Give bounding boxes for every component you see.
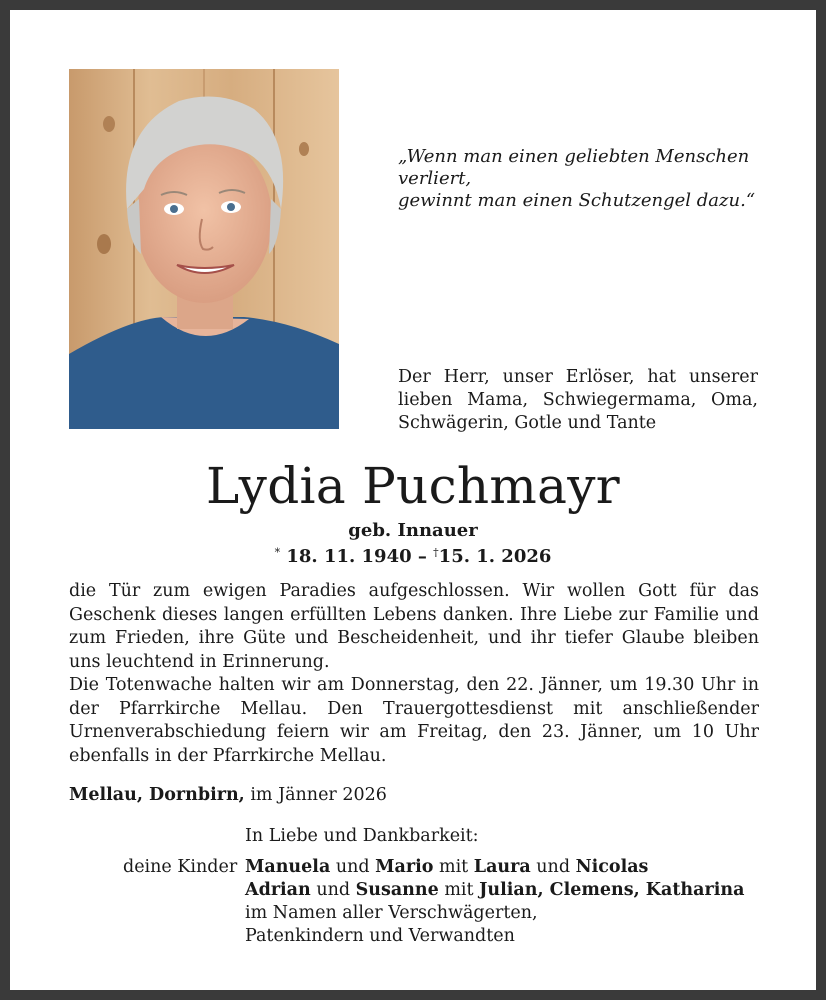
- body-paragraph-1: die Tür zum ewigen Paradies aufgeschlossen. Wir wollen Gott für das Geschenk dieses langen erfüllten Lebens danken. Ihre Liebe zur Familie und zum Frieden, ihre Güte und Bescheidenheit, und ihr tiefer Glaube bleiben uns leuchtend in Erinnerung.: [69, 581, 759, 672]
- mourners-label: deine Kinder: [123, 857, 238, 877]
- mourners-list: [245, 856, 805, 948]
- place-month: im Jänner 2026: [244, 785, 387, 805]
- deceased-name: Lydia Puchmayr: [206, 457, 620, 515]
- connector: und: [330, 857, 376, 877]
- quote-line-2: gewinnt man einen Schutzengel dazu.“: [398, 190, 756, 211]
- child-name: Mario: [375, 857, 434, 877]
- death-symbol: †: [433, 546, 439, 559]
- life-dates: [10, 542, 816, 568]
- mourners-line-3: im Namen aller Verschwägerten,: [245, 903, 538, 923]
- maiden-name: geb. Innauer: [348, 520, 478, 541]
- mourners-line-2: [245, 879, 805, 902]
- connector: und: [310, 880, 356, 900]
- intro-text: Der Herr, unser Erlöser, hat unserer lieben Mama, Schwiegermama, Oma, Schwägerin, Gotle und Tante: [398, 367, 758, 433]
- child-name: Susanne: [355, 880, 439, 900]
- connector: mit: [433, 857, 474, 877]
- birth-date: 18. 11. 1940: [286, 546, 412, 567]
- place-date: [69, 784, 669, 807]
- child-name: Adrian: [245, 880, 311, 900]
- signoff: In Liebe und Dankbarkeit:: [245, 826, 479, 846]
- portrait-photo: [69, 69, 339, 429]
- date-separator: –: [411, 546, 434, 567]
- connector: mit: [438, 880, 480, 900]
- mourners-line-4: Patenkindern und Verwandten: [245, 926, 515, 946]
- child-name: Manuela: [245, 857, 331, 877]
- birth-symbol: *: [274, 546, 281, 559]
- obituary-body: [69, 580, 759, 768]
- connector: und: [530, 857, 576, 877]
- death-date: 15. 1. 2026: [438, 546, 552, 567]
- quote-line-1: „Wenn man einen geliebten Menschen verliert,: [398, 146, 750, 189]
- place-towns: Mellau, Dornbirn,: [69, 785, 245, 805]
- grandchildren-names: Julian, Clemens, Katharina: [479, 880, 745, 900]
- body-paragraph-2: Die Totenwache halten wir am Donnerstag, den 22. Jänner, um 19.30 Uhr in der Pfarrkirche Mellau. Den Trauergottesdienst mit anschließender Urnenverabschiedung feiern wir am Freitag, den 23. Jänner, um 10 Uhr ebenfalls in der Pfarrkirche Mellau.: [69, 675, 759, 766]
- memorial-quote: [398, 146, 798, 212]
- grandchild-name: Nicolas: [575, 857, 649, 877]
- grandchild-name: Laura: [473, 857, 531, 877]
- obituary-card: [10, 10, 816, 990]
- mourners-line-1: [245, 856, 805, 879]
